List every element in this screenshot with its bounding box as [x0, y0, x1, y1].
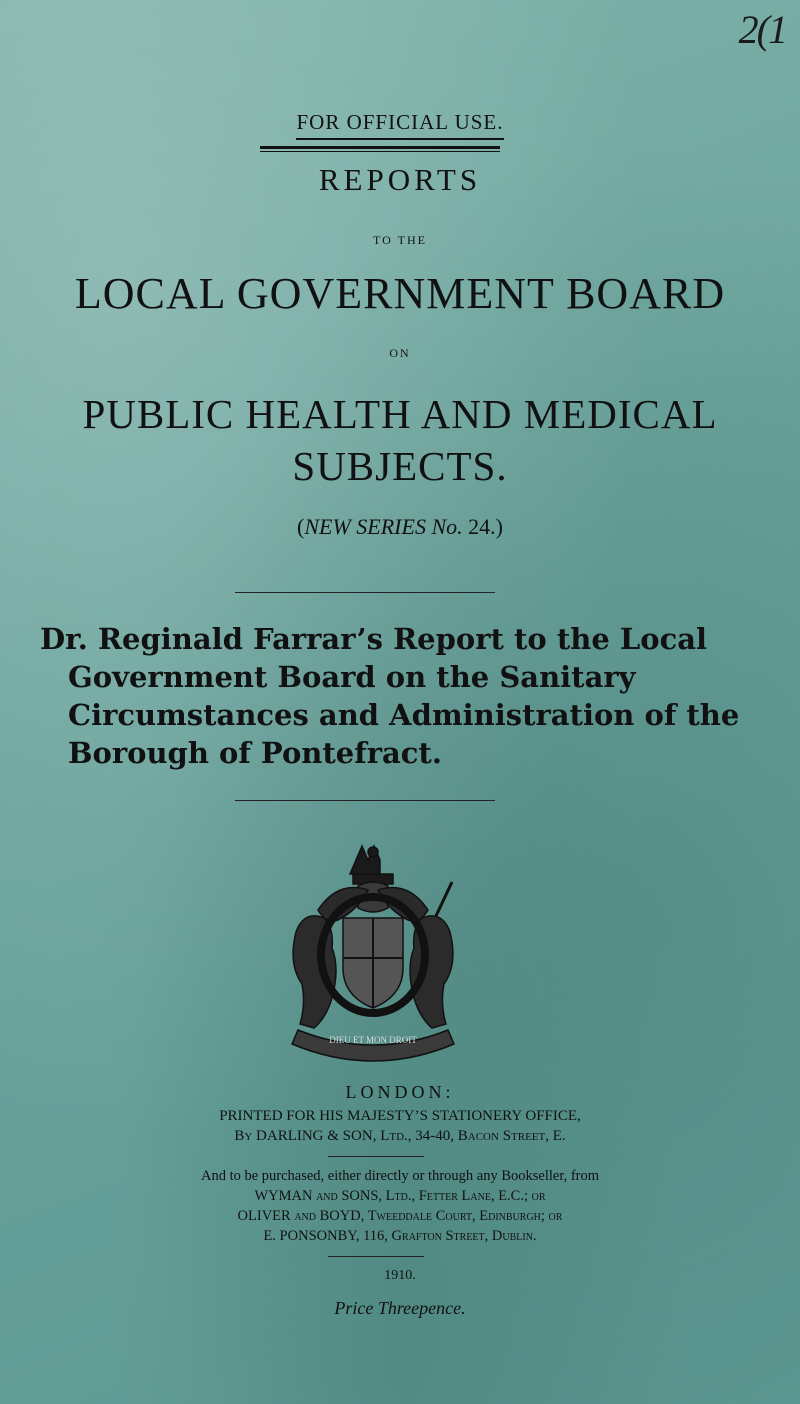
series-label: (NEW SERIES No. 24.)	[297, 514, 503, 539]
on-label: ON	[389, 346, 411, 360]
crest-motto: DIEU ET MON DROIT	[329, 1035, 417, 1045]
handwritten-catalogue-mark: 2(1	[738, 7, 786, 52]
header-double-rule	[260, 146, 500, 152]
report-title	[40, 620, 760, 772]
board-heading: LOCAL GOVERNMENT BOARD	[74, 269, 726, 318]
purchase-line3: OLIVER and BOYD, Tweeddale Court, Edinburgh; or	[237, 1208, 563, 1224]
reports-heading: REPORTS	[318, 162, 482, 197]
divider-rule-top	[235, 592, 495, 593]
imprint-printer: By DARLING & SON, Ltd., 34-40, Bacon Street, E.	[234, 1128, 566, 1144]
purchase-line2: WYMAN and SONS, Ltd., Fetter Lane, E.C.; or	[254, 1188, 546, 1204]
purchase-line1: And to be purchased, either directly or through any Bookseller, from	[200, 1168, 600, 1184]
to-the-label: TO THE	[373, 233, 427, 247]
imprint-london: LONDON:	[345, 1082, 455, 1102]
report-title-line3: Circumstances and Administration of the	[68, 698, 740, 732]
publication-year: 1910.	[384, 1268, 416, 1283]
imprint-printed	[0, 1106, 800, 1146]
report-title-line1: Dr. Reginald Farrar’s Report to the Local	[40, 622, 708, 656]
official-use-label: FOR OFFICIAL USE.	[0, 110, 800, 140]
divider-rule-year	[328, 1256, 424, 1257]
subjects-heading-line1: PUBLIC HEALTH AND MEDICAL	[82, 391, 718, 437]
imprint-printed-for: PRINTED FOR HIS MAJESTY’S STATIONERY OFFICE,	[219, 1108, 581, 1124]
subjects-heading	[0, 388, 800, 492]
royal-coat-of-arms-icon	[258, 840, 488, 1070]
report-title-line4: Borough of Pontefract.	[68, 736, 442, 770]
subjects-heading-line2: SUBJECTS.	[292, 443, 508, 489]
purchase-line4: E. PONSONBY, 116, Grafton Street, Dublin.	[263, 1228, 537, 1244]
report-title-line2: Government Board on the Sanitary	[68, 660, 636, 694]
divider-rule-bottom	[235, 800, 495, 801]
divider-rule-imprint	[328, 1156, 424, 1157]
purchase-notice	[110, 1166, 690, 1246]
price-label: Price Threepence.	[334, 1298, 466, 1318]
